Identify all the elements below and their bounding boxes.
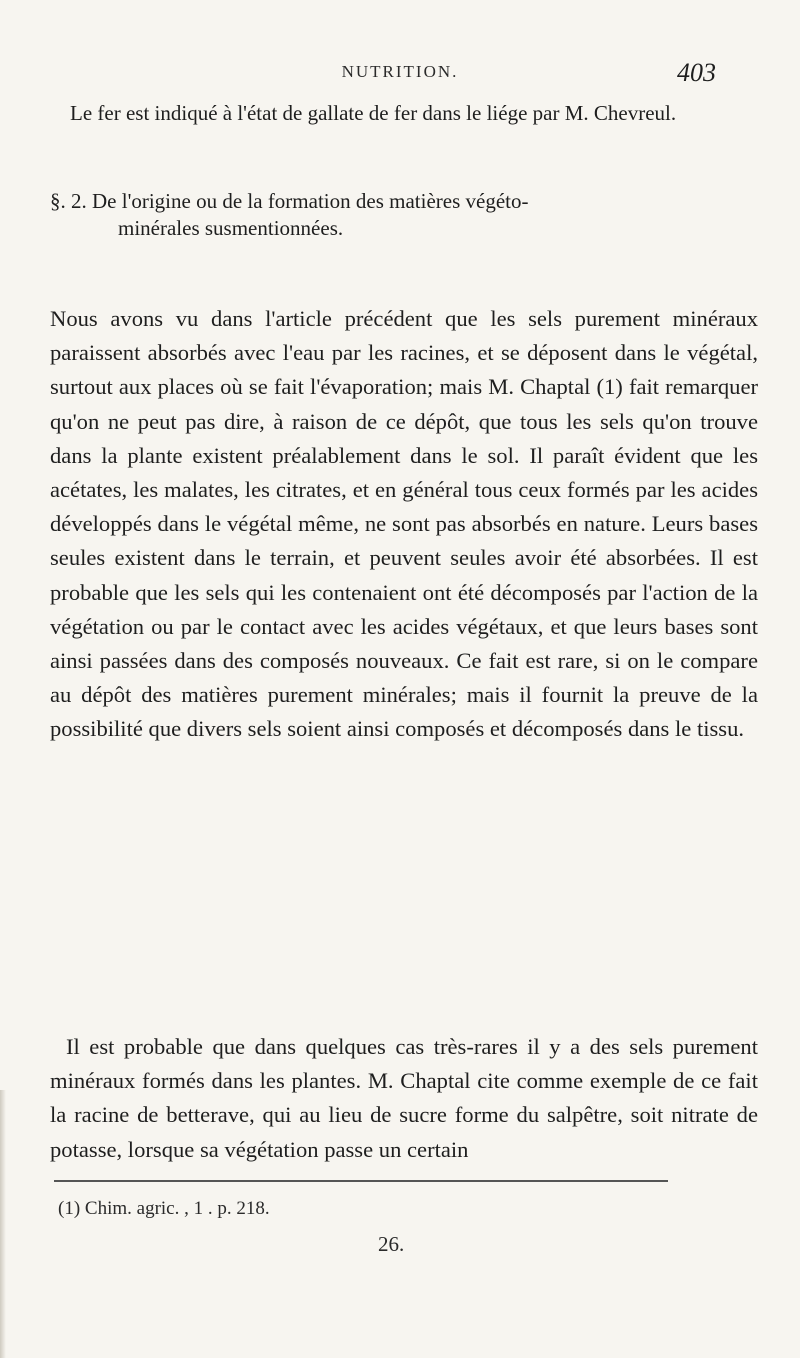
binding-shadow [0, 1090, 6, 1358]
signature-mark: 26. [378, 1232, 405, 1256]
body-paragraph-1: Nous avons vu dans l'article précédent que les sels purement minéraux paraissent absorbés avec l'eau par les racines, et se déposent dans le végétal, surtout aux places où se fait l'évaporation; mais M. Chaptal (1) fait remarquer qu'on ne peut pas dire, à raison de ce dépôt, que tous les sels qu'on trouve dans la plante existent préalablement dans le sol. Il paraît évident que les acétates, les malates, les citrates, et en général tous ceux formés par les acides développés dans le végétal même, ne sont pas absorbés en nature. Leurs bases seules existent dans le terrain, et peuvent seules avoir été absorbées. Il est probable que les sels qui les contenaient ont été décomposés par l'action de la végétation ou par le contact avec les acides végétaux, et que leurs bases sont ainsi passées dans des composés nouveaux. Ce fait est rare, si on le compare au dépôt des matières purement minérales; mais il fournit la preuve de la possibilité que divers sels soient ainsi composés et décomposés dans le tissu. [50, 306, 758, 742]
page-header [0, 56, 800, 96]
footnote-rule [54, 1180, 668, 1182]
section-heading-line2: minérales susmentionnées. [118, 216, 344, 240]
body-paragraph-2: Il est probable que dans quelques cas très-rares il y a des sels purement minéraux formés dans les plantes. M. Chaptal cite comme exemple de ce fait la racine de betterave, qui au lieu de sucre forme du salpêtre, soit nitrate de potasse, lorsque sa végétation passe un certain [50, 1034, 758, 1162]
running-head: NUTRITION. [341, 62, 459, 81]
section-heading [50, 188, 758, 242]
intro-paragraph: Le fer est indiqué à l'état de gallate de fer dans le liége par M. Chevreul. [70, 101, 677, 125]
footnote: (1) Chim. agric. , 1 . p. 218. [58, 1198, 270, 1219]
section-heading-line1: §. 2. De l'origine ou de la formation des matières végéto- [50, 189, 529, 213]
page-number: 403 [677, 58, 716, 87]
